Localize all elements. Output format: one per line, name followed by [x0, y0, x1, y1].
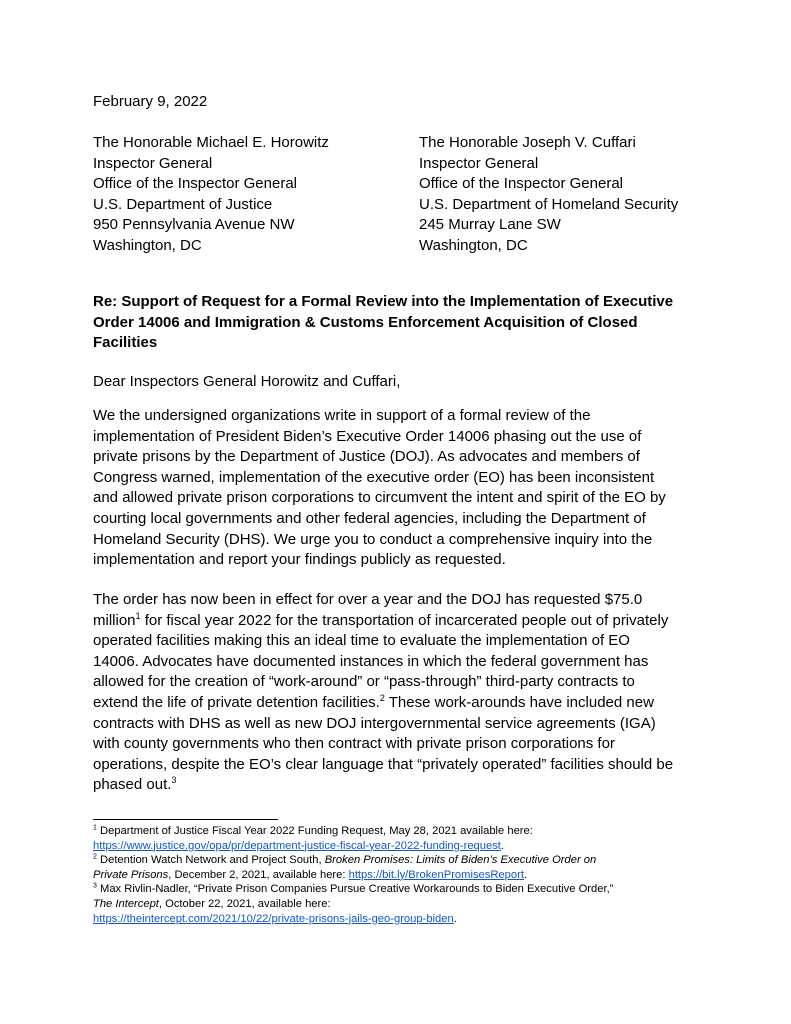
footnote-text: Detention Watch Network and Project South,	[96, 854, 325, 867]
paragraph-line: with county governments who then contract with private prison corporations for	[93, 735, 615, 753]
footnote-1-link-line	[93, 839, 713, 854]
footnote-3	[93, 882, 713, 897]
body-paragraph-1	[93, 406, 705, 571]
footnote-ref-3[interactable]: 3	[171, 775, 177, 786]
paragraph-line: Homeland Security (DHS). We urge you to conduct a comprehensive inquiry into the	[93, 530, 653, 548]
subject-line-text: Re: Support of Request for a Formal Review into the Implementation of Executive	[93, 293, 674, 310]
footnote-text: , October 22, 2021, available here:	[158, 897, 331, 910]
footnote-3-line-2	[93, 897, 713, 912]
paragraph-line: 14006. Advocates have documented instances in which the federal government has	[93, 652, 649, 670]
recipient-title: Inspector General	[93, 154, 213, 172]
paragraph-line: operated facilities making this an ideal time to evaluate the implementation of EO	[93, 632, 630, 650]
paragraph-line: courting local governments and other federal agencies, including the Department of	[93, 509, 646, 527]
recipient-address-doj	[93, 133, 329, 257]
paragraph-line: The order has now been in effect for over a year and the DOJ has requested $75.0	[93, 591, 643, 608]
footnote-link[interactable]: https://theintercept.com/2021/10/22/private-prisons-jails-geo-group-biden	[93, 912, 454, 925]
recipient-title: Inspector General	[419, 154, 539, 172]
footnote-link[interactable]: https://www.justice.gov/opa/pr/department-justice-fiscal-year-2022-funding-request	[93, 839, 501, 852]
recipient-name: The Honorable Michael E. Horowitz	[93, 134, 329, 151]
footnote-link[interactable]: https://bit.ly/BrokenPromisesReport	[348, 868, 524, 881]
footnote-report-title: Private Prisons	[93, 868, 169, 881]
subject-line	[93, 292, 713, 354]
footnote-text: , December 2, 2021, available here:	[168, 868, 349, 881]
salutation: Dear Inspectors General Horowitz and Cuffari,	[93, 373, 401, 390]
paragraph-text: These work-arounds have included new	[384, 693, 654, 711]
paragraph-text: for fiscal year 2022 for the transportation of incarcerated people out of privately	[140, 611, 669, 629]
paragraph-line	[93, 693, 705, 714]
paragraph-line	[93, 611, 705, 632]
footnote-text: Max Rivlin-Nadler, “Private Prison Companies Pursue Creative Workarounds to Biden Executive Order,”	[96, 883, 614, 896]
paragraph-line: operations, despite the EO’s clear language that “privately operated” facilities should be	[93, 755, 674, 773]
recipient-office: Office of the Inspector General	[419, 175, 624, 193]
paragraph-line: implementation and report your findings publicly as requested.	[93, 551, 506, 569]
paragraph-line	[93, 775, 705, 796]
footnote-number: 2	[93, 853, 97, 861]
footnote-2	[93, 853, 713, 868]
footnote-text: Department of Justice Fiscal Year 2022 Funding Request, May 28, 2021 available here:	[96, 825, 533, 837]
recipient-office: Office of the Inspector General	[93, 175, 298, 193]
footnote-3-link-line	[93, 912, 713, 927]
footnote-punct: .	[500, 839, 505, 852]
paragraph-text: extend the life of private detention facilities.	[93, 693, 380, 711]
paragraph-text: phased out.	[93, 776, 172, 794]
footnote-publication: The Intercept	[93, 897, 159, 910]
recipient-name: The Honorable Joseph V. Cuffari	[419, 134, 636, 151]
paragraph-line: implementation of President Biden’s Executive Order 14006 phasing out the use of	[93, 427, 642, 445]
paragraph-line: allowed for the creation of “work-around” or “pass-through” third-party contracts to	[93, 673, 635, 691]
recipient-department: U.S. Department of Justice	[93, 195, 273, 213]
letter-date: February 9, 2022	[93, 93, 208, 110]
paragraph-line: contracts with DHS as well as new DOJ intergovernmental service agreements (IGA)	[93, 714, 656, 732]
paragraph-line: We the undersigned organizations write in support of a formal review of the	[93, 407, 591, 424]
recipient-street: 245 Murray Lane SW	[419, 216, 561, 234]
footnote-ref-1[interactable]: 1	[135, 610, 141, 621]
paragraph-line: private prisons by the Department of Justice (DOJ). As advocates and members of	[93, 448, 640, 466]
recipient-city: Washington, DC	[93, 236, 202, 254]
footnote-ref-2[interactable]: 2	[379, 692, 385, 703]
paragraph-text: million	[93, 611, 136, 629]
paragraph-line: Congress warned, implementation of the executive order (EO) has been inconsistent	[93, 468, 655, 486]
subject-line-text: Facilities	[93, 334, 158, 351]
footnote-punct: .	[523, 868, 528, 881]
subject-line-text: Order 14006 and Immigration & Customs Enforcement Acquisition of Closed	[93, 313, 638, 331]
footnote-1	[93, 824, 713, 839]
footnote-report-title: Broken Promises: Limits of Biden’s Executive Order on	[324, 854, 597, 867]
footnote-divider	[93, 819, 278, 820]
footnote-2-line-2	[93, 868, 713, 883]
recipient-city: Washington, DC	[419, 236, 528, 254]
recipient-address-dhs	[419, 133, 678, 257]
footnotes	[93, 824, 713, 926]
body-paragraph-2	[93, 590, 705, 796]
footnote-punct: .	[453, 912, 457, 925]
recipient-street: 950 Pennsylvania Avenue NW	[93, 216, 295, 234]
footnote-number: 1	[93, 824, 97, 832]
recipient-department: U.S. Department of Homeland Security	[419, 195, 679, 213]
footnote-number: 3	[93, 882, 97, 890]
paragraph-line: and allowed private prison corporations to circumvent the intent and spirit of the EO by	[93, 489, 666, 507]
